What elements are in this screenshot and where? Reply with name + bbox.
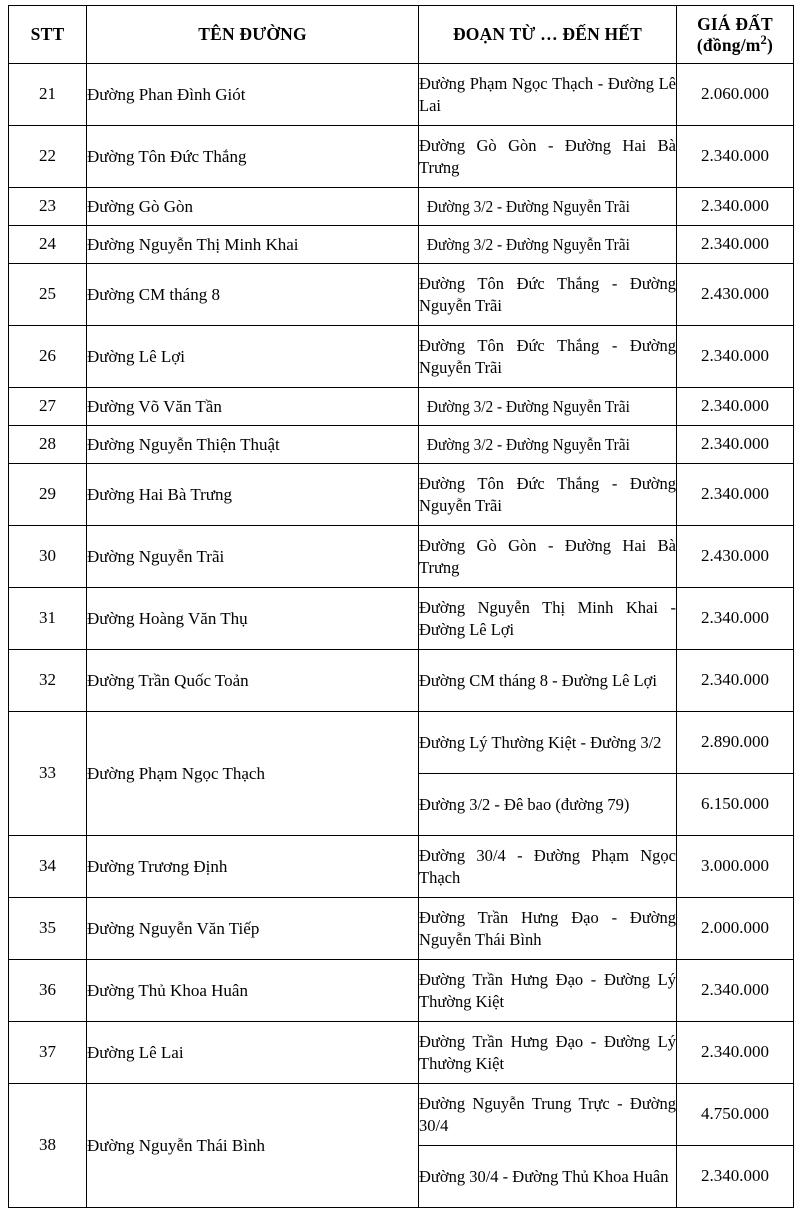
cell-land-price: 2.890.000 [677,712,794,774]
cell-stt: 30 [9,526,87,588]
table-row [9,712,794,774]
cell-stt: 37 [9,1022,87,1084]
cell-segment: Đường Tôn Đức Thắng - Đường Nguyễn Trãi [419,264,677,326]
table-row [9,650,794,712]
cell-segment: Đường Phạm Ngọc Thạch - Đường Lê Lai [419,64,677,126]
cell-land-price: 6.150.000 [677,774,794,836]
cell-land-price: 2.340.000 [677,188,794,226]
cell-stt: 35 [9,898,87,960]
cell-segment: Đường Trần Hưng Đạo - Đường Lý Thường Kiệt [419,960,677,1022]
table-row [9,126,794,188]
cell-land-price: 2.340.000 [677,226,794,264]
cell-land-price: 2.340.000 [677,1146,794,1208]
table-row [9,226,794,264]
cell-street-name: Đường Tôn Đức Thắng [87,126,419,188]
cell-street-name: Đường Lê Lợi [87,326,419,388]
column-header-land-price [677,6,794,64]
cell-street-name: Đường Phạm Ngọc Thạch [87,712,419,836]
cell-land-price: 2.430.000 [677,264,794,326]
table-row [9,188,794,226]
table-row [9,960,794,1022]
cell-segment: Đường Nguyễn Thị Minh Khai - Đường Lê Lợi [419,588,677,650]
cell-stt: 36 [9,960,87,1022]
cell-stt: 23 [9,188,87,226]
table-row [9,526,794,588]
cell-land-price: 2.340.000 [677,426,794,464]
table-row [9,1022,794,1084]
cell-segment: Đường Tôn Đức Thắng - Đường Nguyễn Trãi [419,464,677,526]
cell-land-price: 3.000.000 [677,836,794,898]
cell-segment: Đường Trần Hưng Đạo - Đường Lý Thường Kiệt [419,1022,677,1084]
cell-street-name: Đường Nguyễn Thiện Thuật [87,426,419,464]
land-price-unit-suffix: ) [767,34,774,55]
land-price-title: GIÁ ĐẤT [697,13,773,34]
cell-street-name: Đường Lê Lai [87,1022,419,1084]
table-row [9,64,794,126]
cell-street-name: Đường Nguyễn Văn Tiếp [87,898,419,960]
cell-land-price: 2.340.000 [677,126,794,188]
cell-segment: Đường CM tháng 8 - Đường Lê Lợi [419,650,677,712]
cell-street-name: Đường CM tháng 8 [87,264,419,326]
table-row [9,388,794,426]
cell-stt: 34 [9,836,87,898]
cell-segment: Đường Trần Hưng Đạo - Đường Nguyễn Thái Bình [419,898,677,960]
table-row [9,898,794,960]
land-price-unit-prefix: (đồng/m [696,34,761,55]
cell-segment: Đường 3/2 - Đường Nguyễn Trãi [419,188,659,226]
table-row [9,1084,794,1146]
cell-stt: 27 [9,388,87,426]
cell-segment: Đường 3/2 - Đường Nguyễn Trãi [419,226,659,264]
column-header-segment: ĐOẠN TỪ … ĐẾN HẾT [419,6,677,64]
cell-land-price: 2.340.000 [677,464,794,526]
cell-segment: Đường Gò Gòn - Đường Hai Bà Trưng [419,126,677,188]
cell-segment: Đường 30/4 - Đường Thủ Khoa Huân [419,1146,677,1208]
cell-segment: Đường Tôn Đức Thắng - Đường Nguyễn Trãi [419,326,677,388]
cell-land-price: 2.000.000 [677,898,794,960]
cell-stt: 29 [9,464,87,526]
cell-land-price: 4.750.000 [677,1084,794,1146]
cell-land-price: 2.340.000 [677,960,794,1022]
cell-stt: 38 [9,1084,87,1208]
cell-stt: 31 [9,588,87,650]
cell-segment: Đường 3/2 - Đường Nguyễn Trãi [419,426,659,464]
cell-street-name: Đường Nguyễn Thái Bình [87,1084,419,1208]
land-price-table [8,5,794,1208]
land-price-unit [677,32,793,56]
cell-stt: 28 [9,426,87,464]
table-body [9,64,794,1208]
cell-land-price: 2.340.000 [677,1022,794,1084]
table-row [9,588,794,650]
cell-land-price: 2.340.000 [677,326,794,388]
cell-segment: Đường 3/2 - Đê bao (đường 79) [419,774,677,836]
cell-segment: Đường Lý Thường Kiệt - Đường 3/2 [419,712,677,774]
cell-segment: Đường Nguyễn Trung Trực - Đường 30/4 [419,1084,677,1146]
cell-stt: 21 [9,64,87,126]
cell-land-price: 2.340.000 [677,388,794,426]
cell-street-name: Đường Phan Đình Giót [87,64,419,126]
cell-street-name: Đường Gò Gòn [87,188,419,226]
cell-street-name: Đường Võ Văn Tần [87,388,419,426]
table-row [9,326,794,388]
cell-street-name: Đường Trần Quốc Toản [87,650,419,712]
cell-street-name: Đường Nguyễn Trãi [87,526,419,588]
cell-street-name: Đường Hoàng Văn Thụ [87,588,419,650]
column-header-street-name: TÊN ĐƯỜNG [87,6,419,64]
cell-stt: 32 [9,650,87,712]
cell-street-name: Đường Nguyễn Thị Minh Khai [87,226,419,264]
cell-stt: 26 [9,326,87,388]
table-row [9,426,794,464]
cell-street-name: Đường Trương Định [87,836,419,898]
cell-land-price: 2.340.000 [677,588,794,650]
cell-segment: Đường 3/2 - Đường Nguyễn Trãi [419,388,659,426]
cell-segment: Đường 30/4 - Đường Phạm Ngọc Thạch [419,836,677,898]
cell-land-price: 2.430.000 [677,526,794,588]
table-row [9,836,794,898]
cell-land-price: 2.060.000 [677,64,794,126]
column-header-stt: STT [9,6,87,64]
cell-segment: Đường Gò Gòn - Đường Hai Bà Trưng [419,526,677,588]
cell-stt: 25 [9,264,87,326]
cell-stt: 33 [9,712,87,836]
cell-stt: 24 [9,226,87,264]
cell-street-name: Đường Hai Bà Trưng [87,464,419,526]
header-row [9,6,794,64]
table-header [9,6,794,64]
cell-stt: 22 [9,126,87,188]
cell-street-name: Đường Thủ Khoa Huân [87,960,419,1022]
table-row [9,264,794,326]
table-row [9,464,794,526]
land-price-unit-exponent: 2 [760,32,768,47]
cell-land-price: 2.340.000 [677,650,794,712]
